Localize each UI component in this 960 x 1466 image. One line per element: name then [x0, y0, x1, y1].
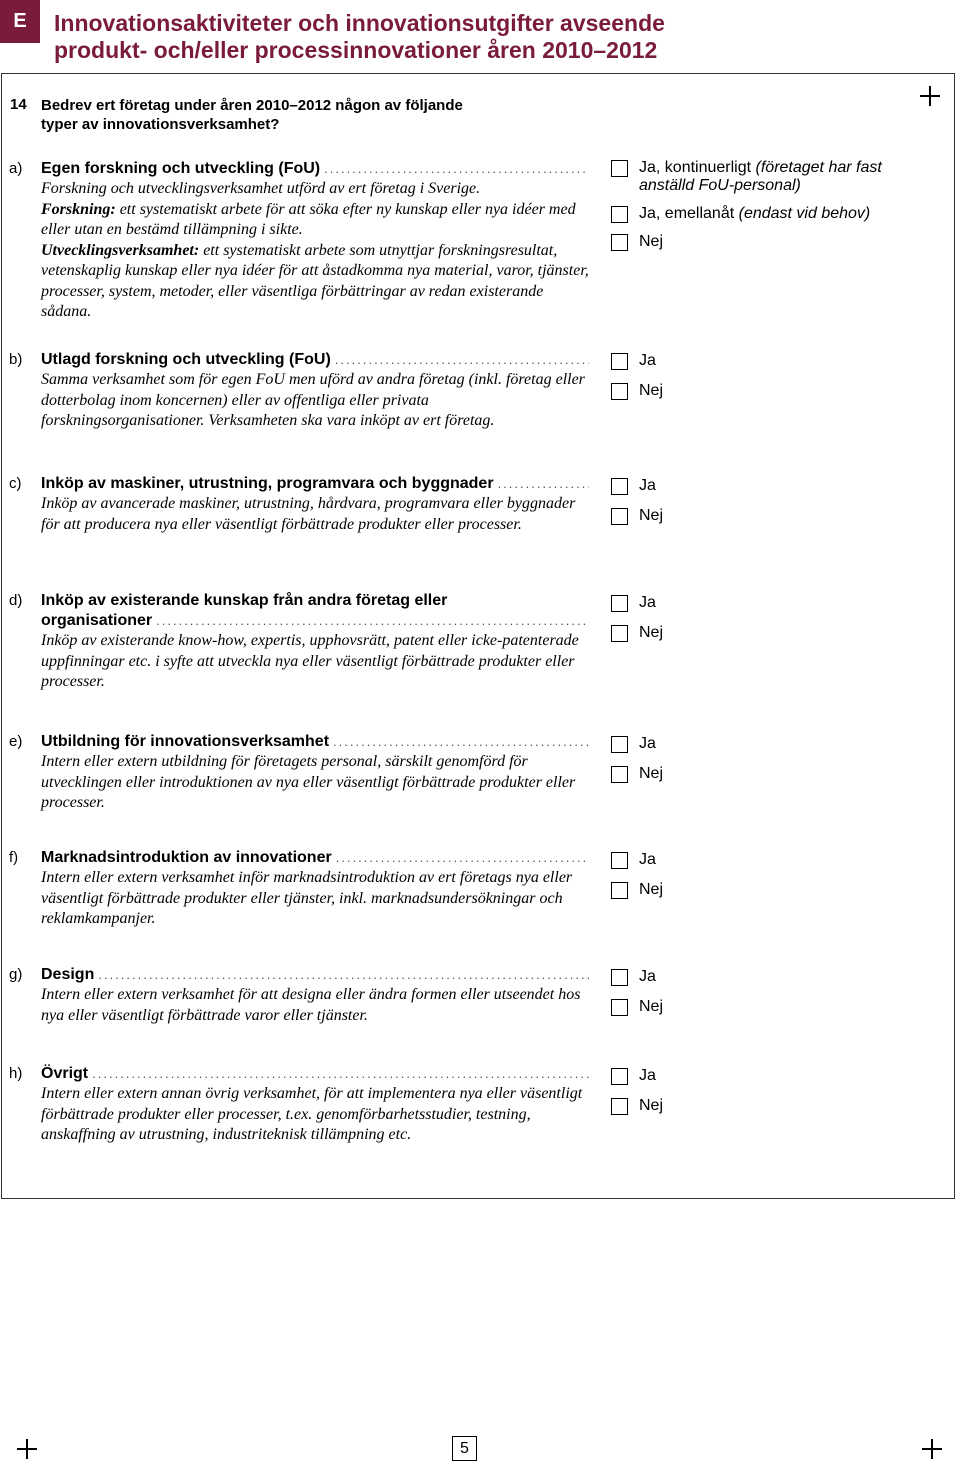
page-number: 5 [452, 1436, 477, 1461]
answer-options [611, 851, 931, 909]
item-body [41, 1064, 589, 1146]
checkbox[interactable] [611, 383, 628, 400]
item-title: Egen forskning och utveckling (FoU) ..... [41, 159, 589, 179]
option-ja[interactable]: Ja [611, 851, 931, 869]
question-text [41, 96, 601, 134]
item-title: Inköp av maskiner, utrustning, programvara och byggnader ..... [41, 474, 589, 494]
leader-dots [92, 1064, 589, 1084]
option-nej[interactable]: Nej [611, 507, 931, 525]
checkbox[interactable] [611, 206, 628, 223]
leader-dots [336, 848, 589, 868]
checkbox[interactable] [611, 595, 628, 612]
item-letter: a) [9, 160, 23, 177]
checkbox[interactable] [611, 353, 628, 370]
checkbox[interactable] [611, 625, 628, 642]
leader-dots [335, 350, 589, 370]
answer-options [611, 159, 931, 261]
item-body [41, 591, 589, 693]
option-nej[interactable]: Nej [611, 881, 931, 899]
page-title [54, 10, 934, 64]
item-body [41, 474, 589, 535]
checkbox[interactable] [611, 1098, 628, 1115]
item-letter: c) [9, 475, 22, 492]
item-description: Intern eller extern verksamhet inför marknadsintroduktion av ert företags nya eller väsentligt förbättrade produkter eller tjänster, inkl. marknadsundersökningar och reklamkampanjer. [41, 869, 573, 927]
item-title: Marknadsintroduktion av innovationer ..... [41, 848, 589, 868]
item-body [41, 848, 589, 930]
option-ja[interactable]: Ja [611, 1067, 931, 1085]
checkbox[interactable] [611, 234, 628, 251]
answer-options [611, 352, 931, 410]
checkbox[interactable] [611, 508, 628, 525]
option-ja[interactable]: Ja [611, 735, 931, 753]
question-number: 14 [10, 96, 27, 113]
answer-options [611, 477, 931, 535]
answer-options [611, 735, 931, 793]
option-nej[interactable]: Nej [611, 233, 931, 251]
checkbox[interactable] [611, 999, 628, 1016]
option-ja[interactable]: Ja [611, 477, 931, 495]
checkbox[interactable] [611, 478, 628, 495]
item-description: Inköp av existerande know-how, expertis, upphovsrätt, patent eller icke-patenterade uppfinningar etc. i syfte att utveckla nya eller väsentligt förbättrade produkter eller processer. [41, 632, 579, 690]
answer-options [611, 1067, 931, 1125]
option-ja[interactable]: Ja [611, 594, 931, 612]
leader-dots [333, 732, 589, 752]
item-description: Intern eller extern annan övrig verksamhet, för att implementera nya eller väsentligt förbättrade produkter eller processer, t.ex. genomförbarhetsstudier, testning, anskaffning av utrustning, industriteknisk tillämpning etc. [41, 1085, 583, 1143]
item-description: Intern eller extern verksamhet för att designa eller ändra formen eller utseendet hos nya eller väsentligt förbättrade varor eller tjänster. [41, 986, 581, 1024]
item-title: Utbildning för innovationsverksamhet ..... [41, 732, 589, 752]
page-title-line1: Innovationsaktiviteter och innovationsutgifter avseende [54, 10, 665, 36]
section-badge: E [0, 0, 40, 43]
checkbox[interactable] [611, 882, 628, 899]
item-body [41, 350, 589, 432]
option-ja[interactable]: Ja [611, 968, 931, 986]
checkbox[interactable] [611, 766, 628, 783]
leader-dots [156, 611, 589, 631]
option-ja-kontinuerligt[interactable]: Ja, kontinuerligt (företaget har fast anställd FoU-personal) [611, 159, 931, 195]
item-title: Utlagd forskning och utveckling (FoU) ..... [41, 350, 589, 370]
answer-options [611, 594, 931, 652]
checkbox[interactable] [611, 160, 628, 177]
item-description: Forskning och utvecklingsverksamhet utförd av ert företag i Sverige. Forskning: ett systematiskt arbete för att söka efter ny kunskap eller nya idéer med eller utan en bestämd tillämpning i sikte. Utvecklingsverksamhet: ett systematiskt arbete som utnyttjar forskningsresultat, vetenskaplig kunskap eller nya idéer för att åstadkomma nya material, varor, tjänster, processer, system, metoder, eller väsentliga förbättringar av redan existerande sådana. [41, 180, 589, 320]
registration-mark-icon [920, 86, 940, 106]
option-ja-emellanat[interactable]: Ja, emellanåt (endast vid behov) [611, 205, 931, 223]
item-description: Intern eller extern utbildning för företagets personal, särskilt genomförd för utvecklingen eller introduktionen av nya eller väsentligt förbättrade produkter eller processer. [41, 753, 576, 811]
item-title: Design ..... [41, 965, 589, 985]
item-letter: e) [9, 733, 23, 750]
item-description: Samma verksamhet som för egen FoU men uförd av andra företag (inkl. företag eller dotterbolag inom koncernen) eller av offentliga eller privata forskningsorganisationer. Verksamheten ska vara inköpt av ert företag. [41, 371, 585, 429]
leader-dots [324, 159, 589, 179]
registration-mark-icon [922, 1439, 942, 1459]
item-body [41, 732, 589, 814]
item-body [41, 159, 589, 323]
leader-dots [498, 474, 589, 494]
option-nej[interactable]: Nej [611, 382, 931, 400]
item-letter: h) [9, 1065, 23, 1082]
leader-dots [98, 965, 589, 985]
answer-options [611, 968, 931, 1026]
item-letter: d) [9, 592, 23, 609]
item-description: Inköp av avancerade maskiner, utrustning, hårdvara, programvara eller byggnader för att producera nya eller väsentligt förbättrade produkter eller processer. [41, 495, 576, 533]
option-nej[interactable]: Nej [611, 624, 931, 642]
checkbox[interactable] [611, 969, 628, 986]
checkbox[interactable] [611, 1068, 628, 1085]
checkbox[interactable] [611, 736, 628, 753]
page-title-line2: produkt- och/eller processinnovationer åren 2010–2012 [54, 37, 658, 63]
question-text-line2: typer av innovationsverksamhet? [41, 116, 280, 133]
item-body [41, 965, 589, 1026]
term-utvecklingsverksamhet: Utvecklingsverksamhet: [41, 241, 200, 259]
option-nej[interactable]: Nej [611, 765, 931, 783]
option-nej[interactable]: Nej [611, 998, 931, 1016]
registration-mark-icon [17, 1439, 37, 1459]
item-title: Inköp av existerande kunskap från andra företag eller organisationer ..... [41, 591, 589, 631]
item-letter: b) [9, 351, 23, 368]
term-forskning: Forskning: [41, 200, 116, 218]
option-ja[interactable]: Ja [611, 352, 931, 370]
item-title: Övrigt ..... [41, 1064, 589, 1084]
item-letter: f) [9, 849, 19, 866]
option-nej[interactable]: Nej [611, 1097, 931, 1115]
item-letter: g) [9, 966, 23, 983]
checkbox[interactable] [611, 852, 628, 869]
question-text-line1: Bedrev ert företag under åren 2010–2012 någon av följande [41, 97, 463, 114]
